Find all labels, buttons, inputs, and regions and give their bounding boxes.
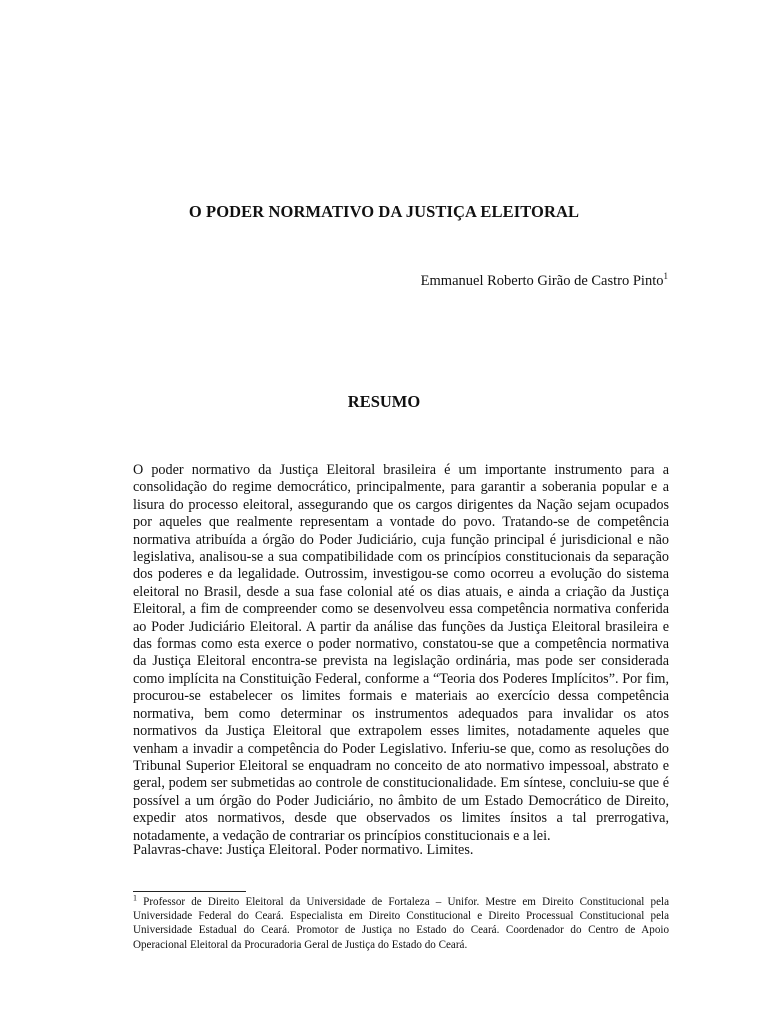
section-heading-resumo: RESUMO (347, 392, 421, 411)
abstract-paragraph: O poder normativo da Justiça Eleitoral brasileira é um importante instrumento para a consolidação do regime democrático, principalmente, para garantir a soberania popular e a lisura do processo eleitoral, assegurando que os cargos dirigentes da Nação sejam ocupados por aqueles que realmente representam a vontade do povo. Tratando-se de competência normativa atribuída a órgão do Poder Judiciário, cuja função principal é jurisdicional e não legislativa, analisou-se a sua compatibilidade com os princípios constitucionais da separação dos poderes e da legalidade. Outrossim, investigou-se como ocorreu a evolução do sistema eleitoral no Brasil, desde a sua fase colonial até os dias atuais, e ainda a criação da Justiça Eleitoral, a fim de compreender como se desenvolveu essa competência normativa conferida ao Poder Judiciário Eleitoral. A partir da análise das funções da Justiça Eleitoral brasileira e das formas como esta exerce o poder normativo, constatou-se que a competência normativa da Justiça Eleitoral encontra-se prevista na legislação ordinária, mas pode ser considerada como implícita na Constituição Federal, conforme a “Teoria dos Poderes Implícitos”. Por fim, procurou-se estabelecer os limites formais e materiais ao exercício dessa competência normativa, bem como determinar os instrumentos adequados para invalidar os atos normativos da Justiça Eleitoral que extrapolem esses limites, notadamente aqueles que venham a invadir a competência do Poder Legislativo. Inferiu-se que, como as resoluções do Tribunal Superior Eleitoral se enquadram no conceito de ato normativo impessoal, abstrato e geral, podem ser submetidas ao controle de constitucionalidade. Em síntese, concluiu-se que é possível a um órgão do Poder Judiciário, no âmbito de um Estado Democrático de Direito, expedir atos normativos, desde que observados os limites ínsitos a tal prerrogativa, notadamente, a vedação de contrariar os princípios constitucionais e a lei. (133, 462, 669, 844)
footnote (133, 895, 669, 952)
footnote-divider (133, 891, 246, 892)
footnote-text: Professor de Direito Eleitoral da Universidade de Fortaleza – Unifor. Mestre em Direito Constitucional pela Universidade Federal do Ceará. Especialista em Direito Constitucional e Direito Processual Constitucional pela Universidade Estadual do Ceará. Promotor de Justiça no Estado do Ceará. Coordenador do Centro de Apoio Operacional Eleitoral da Procuradoria Geral de Justiça do Estado do Ceará. (133, 896, 670, 951)
author-name: Emmanuel Roberto Girão de Castro Pinto (420, 273, 664, 289)
document-title: O PODER NORMATIVO DA JUSTIÇA ELEITORAL (188, 202, 580, 221)
footnote-marker: 1 (133, 893, 137, 903)
keywords-line: Palavras-chave: Justiça Eleitoral. Poder normativo. Limites. (133, 842, 474, 858)
author-footnote-marker: 1 (663, 271, 668, 282)
author-line (421, 273, 668, 290)
